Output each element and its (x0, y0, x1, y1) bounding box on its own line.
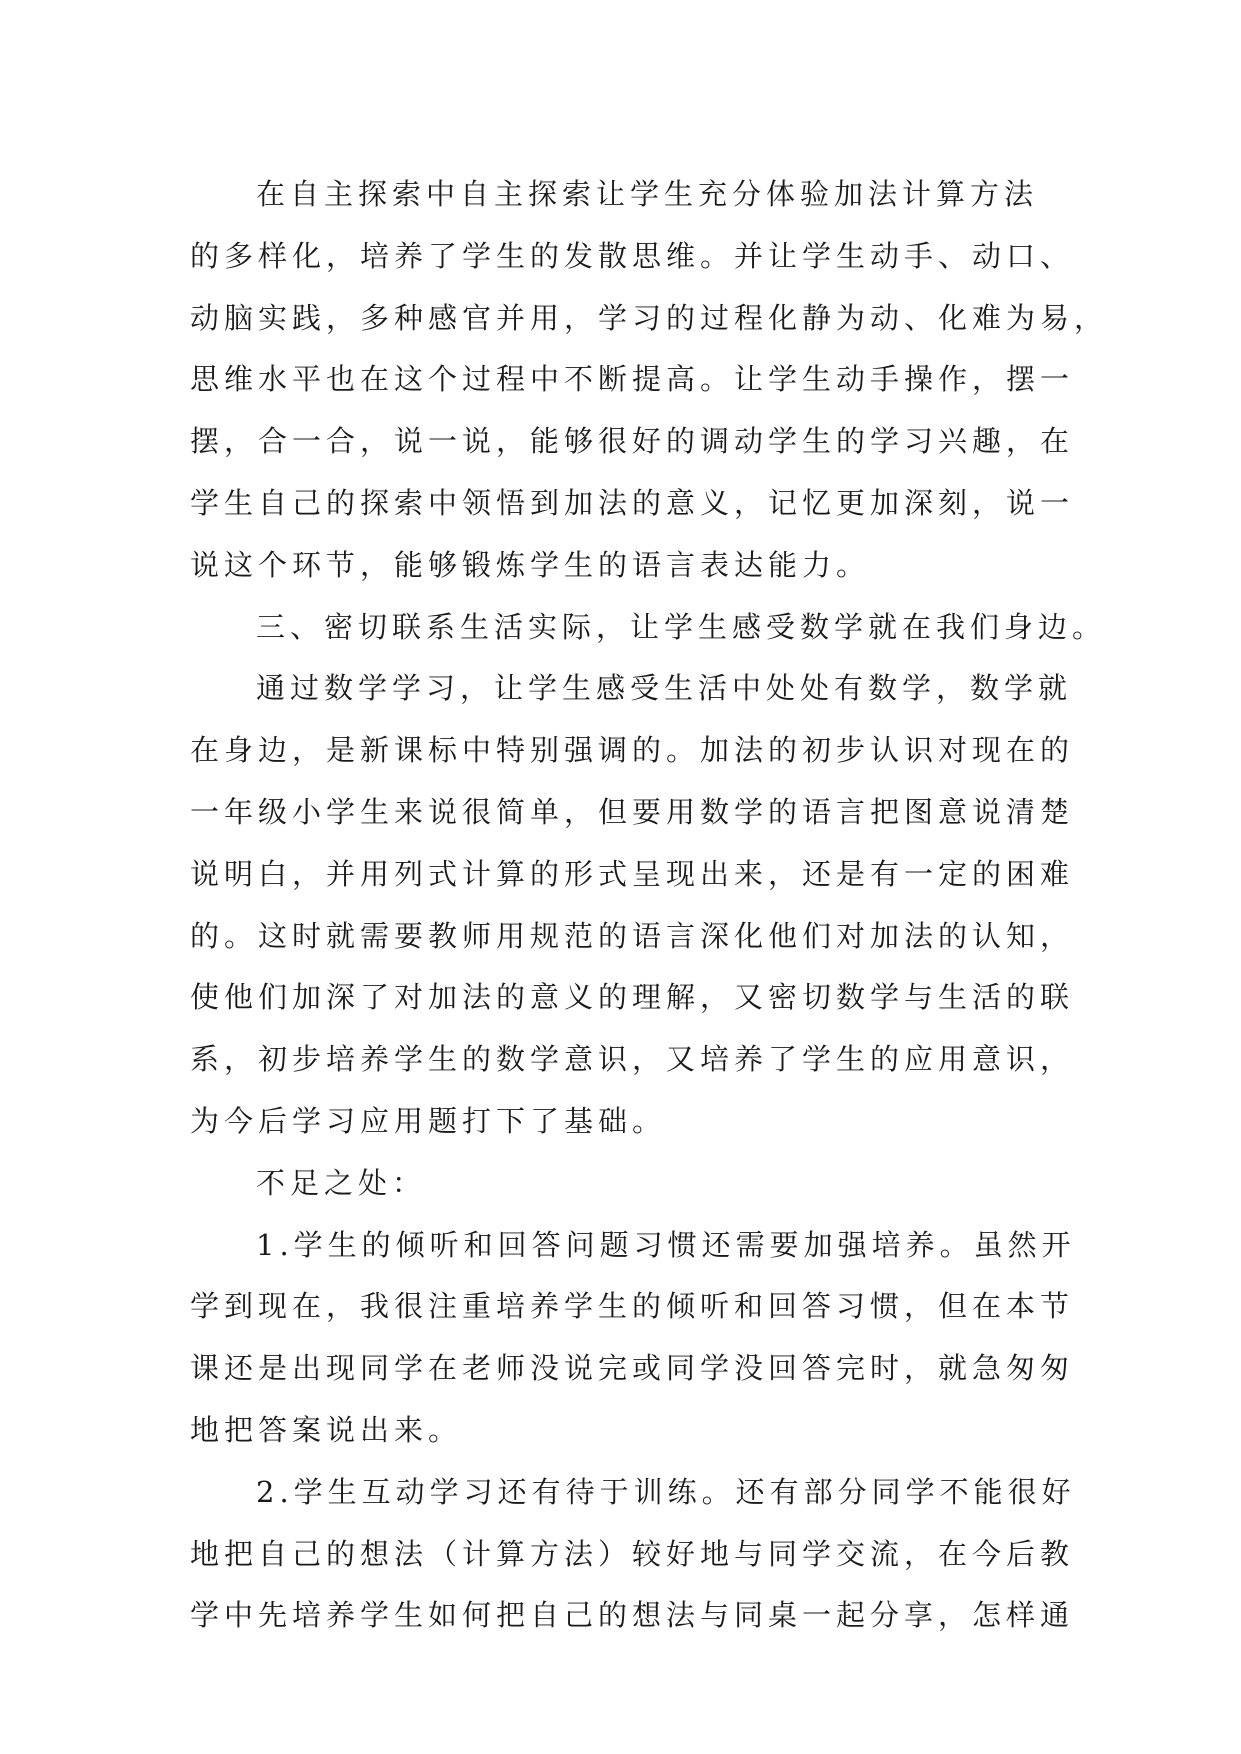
paragraph-line: 的。这时就需要教师用规范的语言深化他们对加法的认知， (190, 918, 1075, 953)
list-item-line: 课还是出现同学在老师没说完或同学没回答完时，就急匆匆 (190, 1351, 1075, 1386)
paragraph-line: 动脑实践，多种感官并用，学习的过程化静为动、化难为易， (190, 300, 1109, 335)
list-item-line: 2.学生互动学习还有待于训练。还有部分同学不能很好 (256, 1474, 1076, 1509)
paragraph-line: 说明白，并用列式计算的形式呈现出来，还是有一定的困难 (190, 856, 1075, 891)
section-heading: 不足之处： (256, 1165, 427, 1200)
list-item-line: 学到现在，我很注重培养学生的倾听和回答习惯，但在本节 (190, 1289, 1075, 1324)
body-text (190, 164, 1109, 1647)
paragraph-line: 说这个环节，能够锻炼学生的语言表达能力。 (190, 547, 871, 582)
section-heading: 三、密切联系生活实际，让学生感受数学就在我们身边。 (256, 609, 1107, 644)
paragraph-line: 的多样化，培养了学生的发散思维。并让学生动手、动口、 (190, 238, 1075, 273)
paragraph-line: 使他们加深了对加法的意义的理解，又密切数学与生活的联 (190, 980, 1075, 1015)
paragraph-line: 在自主探索中自主探索让学生充分体验加法计算方法 (256, 177, 1039, 211)
paragraph-line: 系，初步培养学生的数学意识，又培养了学生的应用意识， (190, 1042, 1075, 1077)
paragraph-line: 学生自己的探索中领悟到加法的意义，记忆更加深刻，说一 (190, 485, 1075, 520)
paragraph-line: 在身边，是新课标中特别强调的。加法的初步认识对现在的 (190, 733, 1075, 768)
paragraph-line: 通过数学学习，让学生感受生活中处处有数学，数学就 (256, 671, 1073, 706)
list-item-line: 1.学生的倾听和回答问题习惯还需要加强培养。虽然开 (256, 1227, 1076, 1262)
paragraph-line: 摆，合一合，说一说，能够很好的调动学生的学习兴趣，在 (190, 424, 1075, 459)
paragraph-line: 一年级小学生来说很简单，但要用数学的语言把图意说清楚 (190, 794, 1075, 829)
list-item-line: 地把自己的想法（计算方法）较好地与同学交流，在今后教 (190, 1536, 1075, 1571)
list-item-line: 学中先培养学生如何把自己的想法与同桌一起分享，怎样通 (190, 1598, 1075, 1633)
paragraph-line: 思维水平也在这个过程中不断提高。让学生动手操作，摆一 (190, 362, 1075, 397)
paragraph-line: 为今后学习应用题打下了基础。 (190, 1103, 667, 1138)
list-item-line: 地把答案说出来。 (190, 1412, 463, 1447)
